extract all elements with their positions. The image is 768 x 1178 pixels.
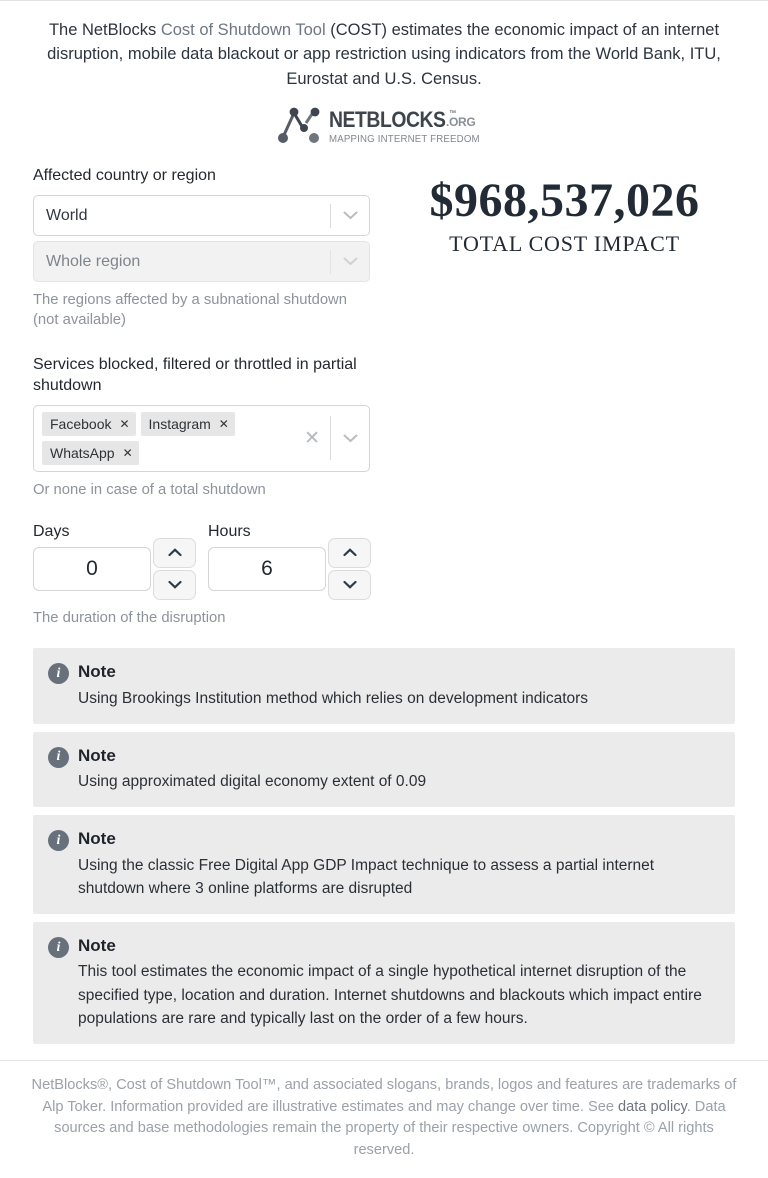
note-body: This tool estimates the economic impact of a single hypothetical internet disruption of the specified type, location and duration. Internet shutdowns and blackouts which impact entire populations are rare and typically last on the order of a few hours.: [78, 963, 702, 1027]
hours-stepper: [328, 538, 371, 600]
note-body: Using the classic Free Digital App GDP Impact technique to assess a partial internet shutdown where 3 online platforms are disrupted: [78, 856, 655, 897]
note-box: [33, 922, 735, 1044]
logo-tld: .ORG: [445, 114, 476, 129]
hours-input[interactable]: [208, 547, 326, 591]
service-tag-label: Instagram: [148, 415, 211, 432]
duration-help-text: The duration of the disruption: [33, 609, 226, 626]
footer: [0, 1060, 768, 1177]
note-body: Using Brookings Institution method which relies on development indicators: [78, 689, 589, 707]
logo-trademark: ™: [448, 109, 456, 117]
footer-text-before: NetBlocks®, Cost of Shutdown Tool™, and associated slogans, brands, logos and features are trademarks of Alp Toker. Information provided are illustrative estimates and may change over time. See: [31, 1077, 737, 1115]
result-block: [370, 176, 735, 628]
country-label: Affected country or region: [33, 167, 216, 185]
chevron-down-icon: [331, 257, 369, 266]
form-column: [33, 166, 370, 628]
info-icon: i: [48, 663, 69, 684]
footer-text-after: . Data sources and base methodologies remain the property of their respective owners. Copyright © All rights reserved.: [54, 1098, 726, 1159]
services-help-text: Or none in case of a total shutdown: [33, 481, 266, 498]
main-area: [0, 166, 768, 628]
days-stepper: [153, 538, 196, 600]
service-tag: [141, 412, 235, 436]
info-icon: i: [48, 830, 69, 851]
note-box: [33, 815, 735, 914]
service-tag-label: Facebook: [50, 415, 112, 432]
info-icon: i: [48, 747, 69, 768]
logo-tagline: MAPPING INTERNET FREEDOM: [328, 132, 480, 145]
note-title: Note: [78, 745, 116, 765]
data-policy-link[interactable]: data policy: [618, 1098, 687, 1115]
intro-text-before: The NetBlocks: [48, 21, 161, 39]
note-title: Note: [78, 662, 116, 682]
region-select: [33, 241, 370, 282]
hours-label: Hours: [208, 522, 251, 540]
selected-services: [34, 406, 294, 471]
duration-row: [33, 523, 370, 591]
total-cost-caption: TOTAL COST IMPACT: [449, 230, 680, 256]
country-select-value: World: [46, 206, 88, 224]
total-cost-amount: $968,537,026: [429, 174, 700, 228]
chevron-down-icon[interactable]: [331, 211, 369, 220]
clear-all-icon[interactable]: ✕: [304, 427, 320, 449]
days-increment-button[interactable]: [153, 538, 196, 568]
logo-row: [0, 103, 768, 150]
remove-tag-icon[interactable]: ✕: [122, 445, 133, 460]
netblocks-logo-icon: [276, 103, 322, 150]
hours-group: [208, 523, 369, 591]
intro-text-after: (COST) estimates the economic impact of an internet disruption, mobile data blackout or app restriction using indicators from the World Bank, ITU, Eurostat and U.S. Census.: [47, 21, 721, 88]
service-tag: [42, 412, 136, 436]
footer-legal-text: [26, 1075, 742, 1161]
netblocks-logo: [276, 103, 493, 150]
note-title: Note: [78, 829, 116, 849]
service-tag: [42, 441, 139, 465]
cost-tool-link[interactable]: Cost of Shutdown Tool: [160, 21, 326, 39]
region-select-value: Whole region: [46, 252, 141, 270]
intro-paragraph: [0, 1, 768, 91]
remove-tag-icon[interactable]: ✕: [218, 416, 229, 431]
days-group: [33, 523, 194, 591]
logo-text: [328, 106, 493, 145]
note-body: Using approximated digital economy extent of 0.09: [78, 773, 427, 791]
logo-brand: NETBLOCKS: [328, 106, 446, 132]
region-help-text: The regions affected by a subnational shutdown (not available): [33, 292, 347, 328]
chevron-down-icon[interactable]: [331, 434, 369, 443]
note-title: Note: [78, 936, 116, 956]
notes-section: [0, 648, 768, 1044]
remove-tag-icon[interactable]: ✕: [119, 416, 130, 431]
services-multiselect[interactable]: [33, 405, 370, 472]
country-select[interactable]: [33, 195, 370, 236]
hours-decrement-button[interactable]: [328, 570, 371, 600]
note-box: [33, 732, 735, 808]
days-input[interactable]: [33, 547, 151, 591]
note-box: [33, 648, 735, 724]
days-decrement-button[interactable]: [153, 570, 196, 600]
services-label: Services blocked, filtered or throttled in partial shutdown: [33, 355, 357, 394]
days-label: Days: [33, 522, 70, 540]
service-tag-label: WhatsApp: [50, 444, 115, 461]
hours-increment-button[interactable]: [328, 538, 371, 568]
info-icon: i: [48, 937, 69, 958]
